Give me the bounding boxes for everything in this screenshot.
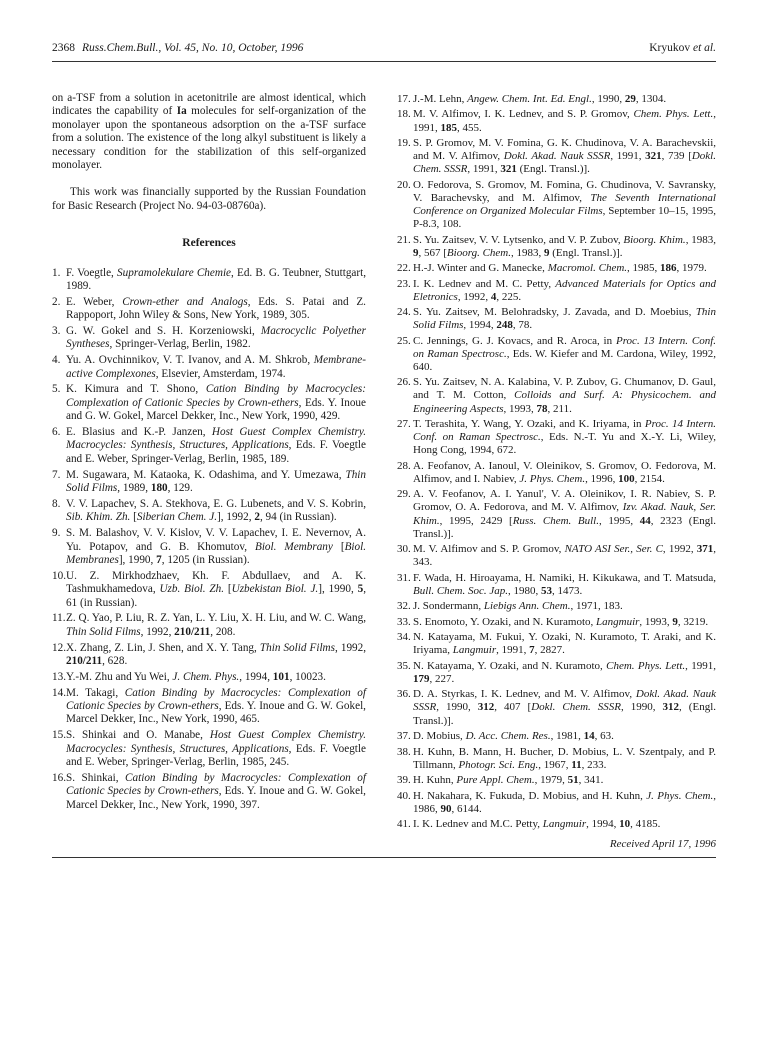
references-heading: References [182, 237, 236, 250]
reference-item [52, 354, 366, 381]
reference-text: K. Kimura and T. Shono, Cation Binding by Macrocycles: Complexation of Cationic Species by Crown-ethers, Eds. Y. Inoue and G. W. Gokel, Marcel Dekker, Inc., New York, 1990, 429. [66, 383, 367, 423]
reference-number: 22. [397, 262, 411, 275]
reference-number: 37. [397, 730, 411, 743]
reference-item [397, 418, 716, 457]
reference-text: D. Mobius, D. Acc. Chem. Res., 1981, 14, 63. [413, 730, 614, 743]
reference-number: 26. [397, 376, 411, 389]
reference-number: 11. [52, 612, 66, 625]
reference-text: S. Yu. Zaitsev, N. A. Kalabina, V. P. Zubov, G. Chumanov, D. Gaul, and T. M. Cotton, Colloids and Surf. A: Physicochem. and Engineering Aspects, 1993, 78, 211. [413, 376, 716, 415]
reference-item [52, 642, 366, 669]
reference-text: E. Weber, Crown-ether and Analogs, Eds. S. Patai and Z. Rappoport, John Wiley & Sons, New York, 1989, 305. [66, 295, 366, 322]
reference-number: 29. [397, 488, 411, 501]
reference-number: 10. [52, 569, 66, 582]
reference-number: 6. [52, 426, 61, 439]
reference-number: 28. [397, 459, 411, 472]
reference-number: 15. [52, 729, 66, 742]
running-header [52, 40, 716, 56]
reference-item [397, 335, 716, 374]
reference-number: 21. [397, 233, 411, 246]
reference-item [52, 527, 366, 567]
reference-number: 27. [397, 418, 411, 431]
reference-number: 33. [397, 615, 411, 628]
reference-text: V. V. Lapachev, S. A. Stekhova, E. G. Lubenets, and V. S. Kobrin, Sib. Khim. Zh. [Siberian Chem. J.], 1992, 2, 94 (in Russian). [66, 497, 366, 524]
reference-text: E. Blasius and K.-P. Janzen, Host Guest Complex Chemistry. Macrocycles: Synthesis, Structures, Applications, Eds. F. Voegtle and E. Weber, Springer-Verlag, Berlin, 1985, 189. [66, 426, 366, 465]
reference-text: J. Sondermann, Liebigs Ann. Chem., 1971, 183. [413, 600, 623, 613]
reference-item [52, 296, 366, 323]
reference-text: Y.-M. Zhu and Yu Wei, J. Chem. Phys., 1994, 101, 10023. [66, 670, 326, 683]
body-paragraph-continuation: on a-TSF from a solution in acetonitrile are almost identical, which indicates the capability of Ia molecules for self-organization of the monolayer upon the spontaneous adsorption on the a-TSF surface from a solution. The existence of the long alkyl substituent is likely a necessary condition for the stabilization of this self-organized monolayer. [52, 92, 366, 172]
reference-item [397, 746, 716, 772]
reference-text: A. V. Feofanov, A. I. Yanul', V. A. Oleinikov, I. R. Nabiev, S. P. Gromov, O. A. Fedorova, and M. V. Alfimov, Izv. Akad. Nauk, Ser. Khim., 1995, 2429 [Russ. Chem. Bull., 1995, 44, 2323 (Engl. Transl.)]. [413, 488, 716, 540]
reference-item [397, 790, 716, 816]
reference-text: I. K. Lednev and M.C. Petty, Langmuir, 1994, 10, 4185. [413, 818, 661, 831]
reference-number: 19. [397, 137, 411, 150]
reference-text: O. Fedorova, S. Gromov, M. Fomina, G. Chudinova, V. Savransky, V. Barachevsky, and M. Alfimov, The Seventh International Conference on Organized Molecular Films, September 10–15, 1995, P-8.3, 108. [413, 178, 716, 231]
left-column [52, 92, 366, 814]
reference-text: S. Shinkai and O. Manabe, Host Guest Complex Chemistry. Macrocycles: Synthesis, Structures, Applications, Eds. F. Voegtle and E. Weber, Springer-Verlag, Berlin, 1985, 245. [66, 729, 366, 768]
reference-item [397, 306, 716, 332]
reference-item [397, 137, 716, 176]
running-author [649, 40, 716, 56]
reference-list-left [52, 267, 366, 812]
reference-item [397, 730, 716, 743]
reference-item [52, 729, 366, 769]
reference-text: M. Sugawara, M. Kataoka, K. Odashima, and Y. Umezawa, Thin Solid Films, 1989, 180, 129. [66, 468, 366, 495]
reference-text: X. Zhang, Z. Lin, J. Shen, and X. Y. Tang, Thin Solid Films, 1992, 210/211, 628. [66, 641, 367, 667]
reference-text: J.-M. Lehn, Angew. Chem. Int. Ed. Engl., 1990, 29, 1304. [413, 93, 667, 105]
reference-item [397, 234, 716, 260]
reference-text: H. Nakahara, K. Fukuda, D. Mobius, and H. Kuhn, J. Phys. Chem., 1986, 90, 6144. [413, 789, 716, 815]
reference-number: 24. [397, 306, 411, 319]
reference-item [397, 818, 716, 831]
reference-item [52, 469, 366, 496]
reference-item [397, 774, 716, 787]
reference-number: 4. [52, 354, 61, 367]
reference-item [52, 612, 366, 639]
reference-item [52, 383, 366, 423]
right-column [397, 93, 716, 834]
reference-item [397, 572, 716, 598]
reference-list-right [397, 93, 716, 831]
footer-rule [52, 857, 716, 858]
reference-item [52, 498, 366, 525]
reference-text: G. W. Gokel and S. H. Korzeniowski, Macrocyclic Polyether Syntheses, Springer-Verlag, Berlin, 1982. [66, 325, 367, 351]
reference-item [397, 262, 716, 275]
header-rule [52, 61, 716, 62]
reference-number: 34. [397, 631, 411, 644]
journal-citation: Russ.Chem.Bull., Vol. 45, No. 10, October, 1996 [82, 42, 304, 54]
reference-number: 2. [52, 295, 61, 308]
reference-text: S. Enomoto, Y. Ozaki, and N. Kuramoto, Langmuir, 1993, 9, 3219. [413, 615, 709, 628]
reference-text: T. Terashita, Y. Wang, Y. Ozaki, and K. Iriyama, in Proc. 14 Intern. Conf. on Raman Spectrosc., Eds. N.-T. Yu and X.-Y. Li, Wiley, Hong Cong, 1994, 672. [413, 418, 716, 457]
reference-number: 39. [397, 774, 411, 787]
reference-item [397, 543, 716, 569]
reference-number: 31. [397, 571, 411, 584]
reference-text: M. V. Alfimov, I. K. Lednev, and S. P. Gromov, Chem. Phys. Lett., 1991, 185, 455. [413, 108, 716, 134]
reference-text: H. Kuhn, Pure Appl. Chem., 1979, 51, 341. [413, 774, 604, 787]
reference-number: 25. [397, 334, 411, 347]
reference-number: 20. [397, 178, 411, 191]
reference-item [397, 376, 716, 415]
reference-text: S. Shinkai, Cation Binding by Macrocycles: Complexation of Cationic Species by Crown-ethers, Eds. Y. Inoue and G. W. Gokel, Marcel Dekker, Inc., New York, 1990, 397. [66, 771, 366, 811]
reference-text: U. Z. Mirkhodzhaev, Kh. F. Abdullaev, and A. K. Tashmukhamedova, Uzb. Biol. Zh. [Uzbekistan Biol. J.], 1990, 5, 61 (in Russian). [66, 569, 366, 609]
reference-number: 3. [52, 325, 61, 338]
reference-number: 1. [52, 266, 61, 279]
reference-number: 17. [397, 93, 411, 105]
reference-number: 7. [52, 468, 61, 481]
reference-number: 40. [397, 789, 411, 802]
reference-item [52, 671, 366, 684]
reference-text: N. Katayama, M. Fukui, Y. Ozaki, N. Kuramoto, T. Araki, and K. Iriyama, Langmuir, 1991, 7, 2827. [413, 631, 716, 657]
reference-text: I. K. Lednev and M. C. Petty, Advanced Materials for Optics and Eletronics, 1992, 4, 225. [413, 277, 716, 303]
reference-text: S. M. Balashov, V. V. Kislov, V. V. Lapachev, I. E. Nevernov, A. Yu. Potapov, and G. B. Khomutov, Biol. Membrany [Biol. Membranes], 1990, 7, 1205 (in Russian). [66, 527, 367, 566]
reference-text: H.-J. Winter and G. Manecke, Macromol. Chem., 1985, 186, 1979. [413, 262, 707, 275]
reference-item [397, 600, 716, 613]
reference-number: 14. [52, 686, 66, 699]
received-date: Received April 17, 1996 [609, 838, 716, 850]
reference-text: M. V. Alfimov and S. P. Gromov, NATO ASI Ser., Ser. C, 1992, 371, 343. [413, 543, 717, 569]
reference-item [397, 631, 716, 657]
reference-item [397, 108, 716, 134]
reference-text: N. Katayama, Y. Ozaki, and N. Kuramoto, Chem. Phys. Lett., 1991, 179, 227. [413, 659, 716, 685]
reference-text: Z. Q. Yao, P. Liu, R. Z. Yan, L. Y. Liu, X. H. Liu, and W. C. Wang, Thin Solid Films, 1992, 210/211, 208. [66, 612, 366, 638]
reference-number: 9. [52, 527, 61, 540]
acknowledgement-paragraph: This work was financially supported by the Russian Foundation for Basic Research (Project No. 94-03-08760a). [52, 186, 366, 212]
reference-text: S. P. Gromov, M. V. Fomina, G. K. Chudinova, V. A. Barachevskii, and M. V. Alfimov, Dokl. Akad. Nauk SSSR, 1991, 321, 739 [Dokl. Chem. SSSR, 1991, 321 (Engl. Transl.)]. [413, 137, 716, 176]
reference-number: 38. [397, 745, 411, 758]
reference-text: A. Feofanov, A. Ianoul, V. Oleinikov, S. Gromov, O. Fedorova, M. Alfimov, and I. Nabiev, J. Phys. Chem., 1996, 100, 2154. [413, 459, 716, 485]
reference-number: 5. [52, 383, 61, 396]
author-suffix: et al. [693, 42, 716, 54]
reference-number: 36. [397, 688, 411, 701]
reference-item [52, 267, 366, 294]
reference-number: 41. [397, 818, 411, 831]
reference-item [397, 616, 716, 629]
reference-item [397, 460, 716, 486]
reference-number: 32. [397, 600, 411, 613]
reference-text: S. Yu. Zaitsev, V. V. Lytsenko, and V. P. Zubov, Bioorg. Khim., 1983, 9, 567 [Bioorg. Chem., 1983, 9 (Engl. Transl.)]. [413, 233, 716, 259]
reference-text: Yu. A. Ovchinnikov, V. T. Ivanov, and A. M. Shkrob, Membrane-active Complexones, Elsevier, Amsterdam, 1974. [66, 354, 366, 380]
reference-item [397, 488, 716, 540]
reference-number: 12. [52, 641, 66, 654]
reference-text: M. Takagi, Cation Binding by Macrocycles: Complexation of Cationic Species by Crown-ethers, Eds. Y. Inoue and G. W. Gokel, Marcel Dekker, Inc., New York, 1990, 465. [66, 686, 366, 726]
reference-item [52, 570, 366, 610]
reference-text: D. A. Styrkas, I. K. Lednev, and M. V. Alfimov, Dokl. Akad. Nauk SSSR, 1990, 312, 407 [Dokl. Chem. SSSR, 1990, 312, (Engl. Transl.)]. [413, 688, 716, 727]
reference-text: C. Jennings, G. J. Kovacs, and R. Aroca, in Proc. 13 Intern. Conf. on Raman Spectrosc., Eds. W. Kiefer and M. Cardona, Wiley, 1992, 640. [413, 334, 717, 373]
reference-number: 8. [52, 497, 61, 510]
reference-number: 16. [52, 771, 66, 784]
reference-item [397, 179, 716, 231]
author-name: Kryukov [649, 42, 691, 54]
reference-item [52, 772, 366, 812]
reference-number: 35. [397, 659, 411, 672]
reference-item [52, 687, 366, 727]
reference-item [397, 278, 716, 304]
reference-item [397, 93, 716, 106]
page-number: 2368 [52, 42, 75, 54]
reference-item [397, 660, 716, 686]
reference-item [52, 325, 366, 352]
reference-number: 23. [397, 277, 411, 290]
reference-number: 18. [397, 108, 411, 121]
reference-item [397, 688, 716, 727]
reference-number: 30. [397, 543, 411, 556]
reference-number: 13. [52, 670, 66, 683]
reference-text: H. Kuhn, B. Mann, H. Bucher, D. Mobius, L. V. Szentpaly, and P. Tillmann, Photogr. Sci. Eng., 1967, 11, 233. [413, 745, 716, 771]
reference-text: F. Voegtle, Supramolekulare Chemie, Ed. B. G. Teubner, Stuttgart, 1989. [66, 266, 367, 293]
reference-text: F. Wada, H. Hiroayama, H. Namiki, H. Kikukawa, and T. Matsuda, Bull. Chem. Soc. Jap., 1980, 53, 1473. [413, 571, 716, 597]
reference-item [52, 426, 366, 466]
reference-text: S. Yu. Zaitsev, M. Belohradsky, J. Zavada, and D. Moebius, Thin Solid Films, 1994, 248, 78. [413, 306, 716, 332]
